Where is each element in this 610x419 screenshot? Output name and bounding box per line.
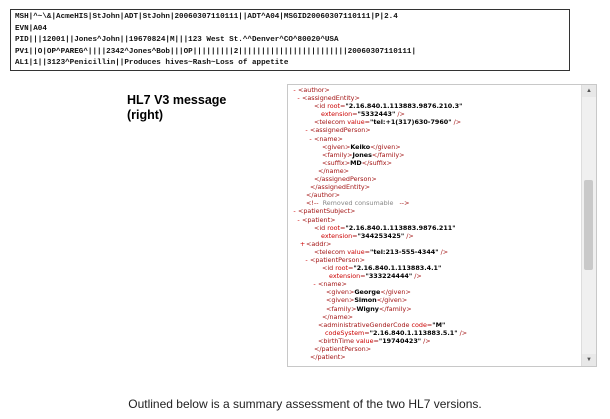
xml-line: [288, 313, 582, 321]
xml-txt-token: Keiko: [350, 142, 371, 151]
top-clipped-text: [10, 0, 130, 8]
xml-tag-token: </assignedEntity>: [310, 183, 370, 192]
xml-tag-token: <telecom: [314, 118, 348, 127]
collapse-toggle-icon[interactable]: -: [305, 126, 308, 135]
xml-tag-token: <author>: [298, 86, 330, 94]
xml-txt-token: George: [354, 288, 381, 297]
xml-attr-token: extension: [321, 110, 353, 119]
xml-tag-token: =: [364, 118, 371, 127]
xml-tag-token: =: [364, 328, 370, 337]
v2-segment-pid: PID|||12001||Jones^John||19670824|M|||123 West St.^^Denver^CO^80020^USA: [15, 36, 339, 44]
xml-line: [288, 151, 582, 159]
xml-tag-token: =: [352, 110, 358, 119]
xml-tag-token: />: [438, 247, 449, 256]
xml-line: [288, 264, 582, 272]
xml-txt-token: MD: [350, 158, 362, 167]
xml-tag-token: </name>: [322, 312, 353, 321]
xml-line: [288, 353, 582, 361]
xml-tag-token: =: [348, 264, 354, 273]
xml-val-token: "2.16.840.1.113883.5.1": [369, 328, 458, 337]
xml-tag-token: -->: [395, 199, 410, 208]
v2-segment-pv1: PV1||O|OP^PAREG^||||2342^Jones^Bob|||OP|||||||||2||||||||||||||||||||||||20060307110111|: [15, 47, 417, 56]
xml-line: [288, 305, 582, 313]
collapse-toggle-icon[interactable]: -: [305, 255, 308, 264]
xml-tag-token: <telecom: [314, 247, 348, 256]
xml-tag-token: </name>: [318, 166, 349, 175]
xml-tag-token: =: [340, 102, 346, 111]
xml-tag-token: </patient>: [310, 353, 346, 362]
xml-line: [288, 321, 582, 329]
xml-val-token: "tel:+1(317)630-7960": [370, 118, 452, 127]
xml-line: [288, 175, 582, 183]
xml-tag-token: =: [340, 223, 346, 232]
xml-line: [288, 126, 582, 134]
xml-tag-token: <assignedEntity>: [302, 94, 360, 103]
xml-attr-token: extension: [329, 272, 361, 281]
xml-line: [288, 256, 582, 264]
summary-text: Outlined below is a summary assessment of the two HL7 versions.: [128, 397, 482, 411]
xml-val-token: "2.16.840.1.113883.9876.210.3": [345, 102, 463, 111]
xml-tag-token: <given>: [326, 288, 355, 297]
xml-line: [288, 167, 582, 175]
collapse-toggle-icon[interactable]: -: [309, 134, 312, 143]
xml-line: [288, 240, 582, 248]
xml-line: [288, 296, 582, 304]
v2-segment-evn: EVN|A04: [15, 24, 47, 33]
xml-tag-token: =: [352, 231, 358, 240]
xml-line: [288, 337, 582, 345]
xml-tag-token: =: [364, 247, 371, 256]
xml-line: [288, 199, 582, 207]
xml-line: [288, 118, 582, 126]
xml-tag-token: <patient>: [302, 215, 336, 224]
xml-tag-token: <family>: [326, 304, 357, 313]
scroll-down-arrow-icon[interactable]: ▼: [582, 354, 596, 366]
xml-tag-token: =: [373, 336, 379, 345]
xml-line: [288, 86, 582, 94]
xml-attr-token: root: [327, 223, 341, 232]
xml-line: [288, 207, 582, 215]
xml-tag-token: </patientPerson>: [314, 345, 372, 353]
xml-line: [288, 248, 582, 256]
xml-cmt-token: Removed consumable: [320, 199, 396, 208]
xml-tag-token: =: [426, 320, 433, 329]
v3-section-title: HL7 V3 message (right): [127, 93, 227, 122]
xml-tag-token: </author>: [306, 191, 340, 200]
xml-tag-token: />: [395, 110, 405, 119]
xml-tag-token: </assignedPerson>: [314, 175, 377, 184]
xml-val-token: "tel:213-555-4344": [370, 247, 439, 256]
xml-line: [288, 232, 582, 240]
collapse-toggle-icon[interactable]: -: [313, 280, 316, 289]
vertical-scrollbar[interactable]: [581, 85, 596, 366]
xml-line: [288, 191, 582, 199]
xml-tag-token: <family>: [322, 150, 353, 159]
xml-tag-token: =: [360, 272, 366, 281]
expand-toggle-icon[interactable]: +: [299, 239, 306, 248]
xml-val-token: "19740423": [378, 336, 422, 345]
xml-attr-token: root: [327, 102, 341, 111]
xml-tag-token: <name>: [318, 280, 347, 289]
xml-tag-token: <assignedPerson>: [310, 126, 371, 135]
xml-line: [288, 288, 582, 296]
xml-attr-token: extension: [321, 231, 353, 240]
xml-tag-token: <id: [322, 264, 336, 273]
xml-val-token: "M": [432, 320, 446, 329]
xml-tag-token: />: [412, 272, 422, 281]
v2-segment-msh: MSH|^~\&|AcmeHIS|StJohn|ADT|StJohn|20060307110111||ADT^A04|MSGID20060307110111|P|2.4: [15, 13, 398, 21]
collapse-toggle-icon[interactable]: -: [297, 94, 300, 103]
xml-val-token: "2.16.840.1.113883.4.1": [353, 264, 442, 273]
xml-val-token: "5332443": [357, 110, 396, 119]
xml-tag-token: <patientPerson>: [310, 255, 365, 264]
xml-tag-token: <name>: [314, 134, 343, 143]
hl7-v2-message-box: [10, 9, 570, 71]
v2-segment-al1: AL1|1||3123^Penicillin||Produces hives~Rash~Loss of appetite: [15, 59, 289, 67]
xml-attr-token: value: [347, 247, 365, 256]
xml-line: [288, 110, 582, 118]
xml-line: [288, 94, 582, 102]
xml-txt-token: Jones: [352, 150, 372, 159]
collapse-toggle-icon[interactable]: -: [293, 86, 296, 94]
collapse-toggle-icon[interactable]: -: [297, 215, 300, 224]
xml-tag-token: </family>: [371, 150, 405, 159]
xml-viewer[interactable]: [287, 84, 597, 367]
xml-line: [288, 329, 582, 337]
collapse-toggle-icon[interactable]: -: [293, 207, 296, 216]
xml-val-token: "344253425": [357, 231, 405, 240]
xml-line: [288, 280, 582, 288]
xml-line: [288, 183, 582, 191]
xml-val-token: "333224444": [365, 272, 413, 281]
xml-line: [288, 216, 582, 224]
xml-content: [288, 86, 582, 366]
xml-tag-token: </family>: [378, 304, 412, 313]
xml-txt-token: Wigny: [356, 304, 379, 313]
xml-tag-token: </given>: [380, 288, 411, 297]
xml-attr-token: code: [411, 320, 427, 329]
xml-tag-token: <addr>: [306, 239, 332, 248]
xml-tag-token: <given>: [322, 142, 351, 151]
xml-attr-token: value: [347, 118, 365, 127]
xml-tag-token: <administrativeGenderCode: [318, 320, 412, 329]
xml-tag-token: </suffix>: [361, 158, 392, 167]
xml-tag-token: <id: [314, 102, 328, 111]
xml-tag-token: <id: [314, 223, 328, 232]
scrollbar-thumb[interactable]: [584, 180, 593, 270]
xml-val-token: "2.16.840.1.113883.9876.211": [345, 223, 456, 232]
xml-tag-token: </given>: [376, 296, 408, 305]
xml-tag-token: />: [404, 231, 414, 240]
xml-line: [288, 135, 582, 143]
xml-tag-token: </given>: [370, 142, 401, 151]
xml-tag-token: />: [421, 336, 431, 345]
xml-attr-token: value: [356, 336, 374, 345]
xml-tag-token: <given>: [326, 296, 355, 305]
xml-line: [288, 345, 582, 353]
xml-tag-token: <!--: [306, 199, 321, 208]
xml-tag-token: />: [457, 328, 468, 337]
xml-line: [288, 102, 582, 110]
xml-line: [288, 224, 582, 232]
scroll-up-arrow-icon[interactable]: ▲: [582, 85, 596, 97]
xml-line: [288, 143, 582, 151]
xml-txt-token: Simon: [354, 296, 377, 305]
xml-attr-token: codeSystem: [325, 328, 365, 337]
xml-tag-token: <patientSubject>: [298, 207, 356, 216]
xml-tag-token: />: [451, 118, 462, 127]
xml-tag-token: <birthTime: [318, 336, 357, 345]
xml-line: [288, 159, 582, 167]
xml-tag-token: <suffix>: [322, 158, 351, 167]
xml-line: [288, 272, 582, 280]
xml-attr-token: root: [335, 264, 349, 273]
